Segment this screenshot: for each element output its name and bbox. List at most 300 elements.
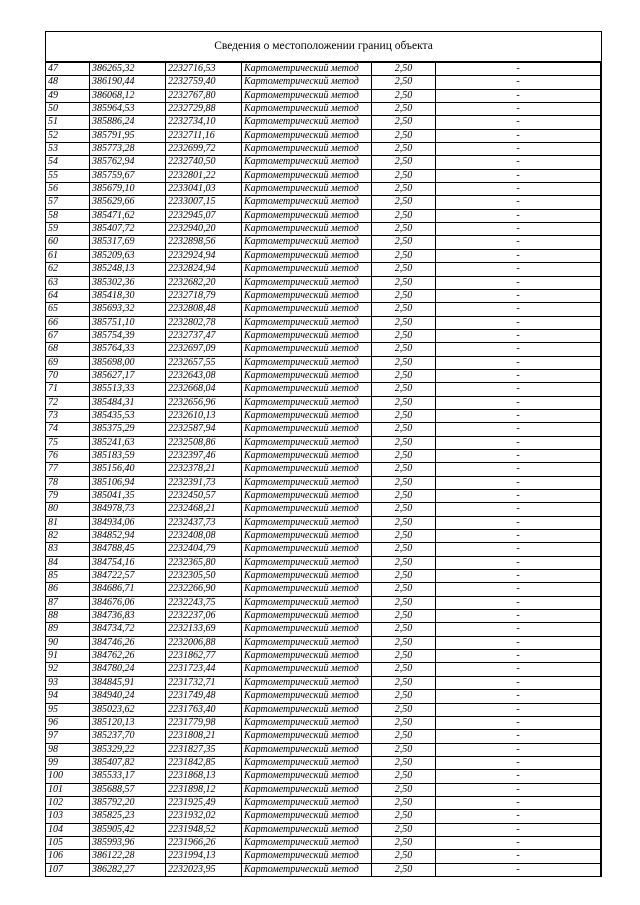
method-cell: Картометрический метод <box>242 409 372 422</box>
coordinate-y: 2231732,71 <box>166 676 242 689</box>
point-number: 62 <box>46 263 90 276</box>
description-cell: - <box>436 850 601 863</box>
method-cell: Картометрический метод <box>242 663 372 676</box>
accuracy-cell: 2,50 <box>372 303 436 316</box>
coordinate-x: 385106,94 <box>90 476 166 489</box>
method-cell: Картометрический метод <box>242 316 372 329</box>
method-cell: Картометрический метод <box>242 716 372 729</box>
accuracy-cell: 2,50 <box>372 409 436 422</box>
accuracy-cell: 2,50 <box>372 476 436 489</box>
accuracy-cell: 2,50 <box>372 436 436 449</box>
table-row <box>46 449 601 462</box>
coordinate-x: 385484,31 <box>90 396 166 409</box>
coordinate-y: 2231749,48 <box>166 690 242 703</box>
method-cell: Картометрический метод <box>242 209 372 222</box>
accuracy-cell: 2,50 <box>372 383 436 396</box>
table-row <box>46 143 601 156</box>
method-cell: Картометрический метод <box>242 516 372 529</box>
table-row <box>46 583 601 596</box>
point-number: 57 <box>46 196 90 209</box>
table-row <box>46 596 601 609</box>
method-cell: Картометрический метод <box>242 143 372 156</box>
point-number: 99 <box>46 756 90 769</box>
description-cell: - <box>436 636 601 649</box>
coordinate-y: 2232437,73 <box>166 516 242 529</box>
coordinate-y: 2232824,94 <box>166 263 242 276</box>
description-cell: - <box>436 863 601 876</box>
table-row <box>46 530 601 543</box>
method-cell: Картометрический метод <box>242 490 372 503</box>
description-cell: - <box>436 89 601 102</box>
coordinate-x: 385471,62 <box>90 209 166 222</box>
description-cell: - <box>436 223 601 236</box>
description-cell: - <box>436 76 601 89</box>
accuracy-cell: 2,50 <box>372 836 436 849</box>
point-number: 87 <box>46 596 90 609</box>
coordinate-x: 384754,16 <box>90 556 166 569</box>
point-number: 106 <box>46 850 90 863</box>
accuracy-cell: 2,50 <box>372 76 436 89</box>
table-row <box>46 236 601 249</box>
coordinate-x: 385418,30 <box>90 289 166 302</box>
accuracy-cell: 2,50 <box>372 169 436 182</box>
method-cell: Картометрический метод <box>242 823 372 836</box>
method-cell: Картометрический метод <box>242 650 372 663</box>
coordinate-x: 385120,13 <box>90 716 166 729</box>
coordinate-x: 385533,17 <box>90 770 166 783</box>
boundary-table-page <box>45 31 602 877</box>
coordinate-y: 2232023,95 <box>166 863 242 876</box>
coordinate-y: 2232468,21 <box>166 503 242 516</box>
accuracy-cell: 2,50 <box>372 490 436 503</box>
description-cell: - <box>436 196 601 209</box>
accuracy-cell: 2,50 <box>372 369 436 382</box>
method-cell: Картометрический метод <box>242 196 372 209</box>
coordinate-x: 386190,44 <box>90 76 166 89</box>
description-cell: - <box>436 169 601 182</box>
description-cell: - <box>436 650 601 663</box>
accuracy-cell: 2,50 <box>372 316 436 329</box>
description-cell: - <box>436 503 601 516</box>
table-row <box>46 129 601 142</box>
accuracy-cell: 2,50 <box>372 743 436 756</box>
table-row <box>46 76 601 89</box>
coordinate-x: 384934,06 <box>90 516 166 529</box>
point-number: 97 <box>46 730 90 743</box>
method-cell: Картометрический метод <box>242 850 372 863</box>
method-cell: Картометрический метод <box>242 730 372 743</box>
coordinate-y: 2231994,13 <box>166 850 242 863</box>
method-cell: Картометрический метод <box>242 116 372 129</box>
point-number: 66 <box>46 316 90 329</box>
coordinate-x: 384746,26 <box>90 636 166 649</box>
table-row <box>46 249 601 262</box>
accuracy-cell: 2,50 <box>372 850 436 863</box>
description-cell: - <box>436 276 601 289</box>
accuracy-cell: 2,50 <box>372 329 436 342</box>
coordinate-x: 385751,10 <box>90 316 166 329</box>
table-row <box>46 209 601 222</box>
accuracy-cell: 2,50 <box>372 716 436 729</box>
description-cell: - <box>436 690 601 703</box>
method-cell: Картометрический метод <box>242 810 372 823</box>
method-cell: Картометрический метод <box>242 249 372 262</box>
accuracy-cell: 2,50 <box>372 543 436 556</box>
coordinate-y: 2231925,49 <box>166 796 242 809</box>
coordinate-y: 2232266,90 <box>166 583 242 596</box>
accuracy-cell: 2,50 <box>372 570 436 583</box>
description-cell: - <box>436 329 601 342</box>
coordinate-y: 2232945,07 <box>166 209 242 222</box>
point-number: 72 <box>46 396 90 409</box>
accuracy-cell: 2,50 <box>372 556 436 569</box>
method-cell: Картометрический метод <box>242 596 372 609</box>
coordinate-x: 384788,45 <box>90 543 166 556</box>
coordinate-x: 385156,40 <box>90 463 166 476</box>
coordinate-x: 385241,63 <box>90 436 166 449</box>
point-number: 96 <box>46 716 90 729</box>
coordinate-y: 2232729,88 <box>166 103 242 116</box>
accuracy-cell: 2,50 <box>372 249 436 262</box>
point-number: 73 <box>46 409 90 422</box>
description-cell: - <box>436 623 601 636</box>
point-number: 54 <box>46 156 90 169</box>
coordinate-x: 386122,28 <box>90 850 166 863</box>
method-cell: Картометрический метод <box>242 276 372 289</box>
point-number: 55 <box>46 169 90 182</box>
coordinate-x: 385964,53 <box>90 103 166 116</box>
coordinate-y: 2232697,09 <box>166 343 242 356</box>
table-row <box>46 756 601 769</box>
coordinate-x: 385023,62 <box>90 703 166 716</box>
description-cell: - <box>436 796 601 809</box>
accuracy-cell: 2,50 <box>372 610 436 623</box>
table-row <box>46 316 601 329</box>
accuracy-cell: 2,50 <box>372 183 436 196</box>
coordinate-y: 2232802,78 <box>166 316 242 329</box>
coordinate-y: 2232643,08 <box>166 369 242 382</box>
table-row <box>46 503 601 516</box>
accuracy-cell: 2,50 <box>372 423 436 436</box>
method-cell: Картометрический метод <box>242 530 372 543</box>
accuracy-cell: 2,50 <box>372 623 436 636</box>
table-row <box>46 396 601 409</box>
coordinate-x: 384736,83 <box>90 610 166 623</box>
coordinate-y: 2232801,22 <box>166 169 242 182</box>
method-cell: Картометрический метод <box>242 129 372 142</box>
description-cell: - <box>436 63 601 76</box>
table-row <box>46 650 601 663</box>
accuracy-cell: 2,50 <box>372 116 436 129</box>
accuracy-cell: 2,50 <box>372 810 436 823</box>
point-number: 65 <box>46 303 90 316</box>
point-number: 92 <box>46 663 90 676</box>
description-cell: - <box>436 490 601 503</box>
table-row <box>46 516 601 529</box>
description-cell: - <box>436 116 601 129</box>
accuracy-cell: 2,50 <box>372 583 436 596</box>
coordinate-y: 2232508,86 <box>166 436 242 449</box>
coordinate-y: 2232408,08 <box>166 530 242 543</box>
table-row <box>46 743 601 756</box>
table-row <box>46 716 601 729</box>
description-cell: - <box>436 409 601 422</box>
method-cell: Картометрический метод <box>242 863 372 876</box>
table-row <box>46 409 601 422</box>
coordinate-y: 2232699,72 <box>166 143 242 156</box>
coordinate-x: 385679,10 <box>90 183 166 196</box>
method-cell: Картометрический метод <box>242 103 372 116</box>
point-number: 47 <box>46 63 90 76</box>
accuracy-cell: 2,50 <box>372 730 436 743</box>
coordinate-x: 385435,53 <box>90 409 166 422</box>
point-number: 53 <box>46 143 90 156</box>
point-number: 56 <box>46 183 90 196</box>
table-row <box>46 103 601 116</box>
coordinate-y: 2232587,94 <box>166 423 242 436</box>
description-cell: - <box>436 236 601 249</box>
point-number: 82 <box>46 530 90 543</box>
method-cell: Картометрический метод <box>242 156 372 169</box>
coordinate-y: 2232668,04 <box>166 383 242 396</box>
table-row <box>46 823 601 836</box>
coordinate-x: 385375,29 <box>90 423 166 436</box>
coordinate-y: 2232898,56 <box>166 236 242 249</box>
method-cell: Картометрический метод <box>242 783 372 796</box>
description-cell: - <box>436 249 601 262</box>
description-cell: - <box>436 583 601 596</box>
table-row <box>46 436 601 449</box>
method-cell: Картометрический метод <box>242 436 372 449</box>
point-number: 84 <box>46 556 90 569</box>
coordinate-y: 2231763,40 <box>166 703 242 716</box>
coordinate-x: 385698,00 <box>90 356 166 369</box>
coordinate-y: 2232006,88 <box>166 636 242 649</box>
coordinate-x: 384722,57 <box>90 570 166 583</box>
coordinate-y: 2232378,21 <box>166 463 242 476</box>
coordinate-x: 385629,66 <box>90 196 166 209</box>
accuracy-cell: 2,50 <box>372 636 436 649</box>
point-number: 98 <box>46 743 90 756</box>
point-number: 90 <box>46 636 90 649</box>
point-number: 85 <box>46 570 90 583</box>
method-cell: Картометрический метод <box>242 303 372 316</box>
point-number: 52 <box>46 129 90 142</box>
accuracy-cell: 2,50 <box>372 503 436 516</box>
point-number: 80 <box>46 503 90 516</box>
description-cell: - <box>436 596 601 609</box>
description-cell: - <box>436 143 601 156</box>
coordinate-x: 385627,17 <box>90 369 166 382</box>
point-number: 51 <box>46 116 90 129</box>
coordinate-x: 384686,71 <box>90 583 166 596</box>
table-row <box>46 303 601 316</box>
accuracy-cell: 2,50 <box>372 263 436 276</box>
description-cell: - <box>436 343 601 356</box>
description-cell: - <box>436 556 601 569</box>
accuracy-cell: 2,50 <box>372 103 436 116</box>
table-row <box>46 63 601 76</box>
accuracy-cell: 2,50 <box>372 823 436 836</box>
description-cell: - <box>436 716 601 729</box>
point-number: 81 <box>46 516 90 529</box>
coordinate-x: 385825,23 <box>90 810 166 823</box>
method-cell: Картометрический метод <box>242 770 372 783</box>
accuracy-cell: 2,50 <box>372 596 436 609</box>
method-cell: Картометрический метод <box>242 503 372 516</box>
description-cell: - <box>436 756 601 769</box>
coordinate-y: 2232759,40 <box>166 76 242 89</box>
description-cell: - <box>436 610 601 623</box>
coordinate-x: 384845,91 <box>90 676 166 689</box>
point-number: 95 <box>46 703 90 716</box>
point-number: 49 <box>46 89 90 102</box>
description-cell: - <box>436 369 601 382</box>
coordinate-y: 2232734,10 <box>166 116 242 129</box>
coordinate-y: 2232718,79 <box>166 289 242 302</box>
coordinate-x: 385302,36 <box>90 276 166 289</box>
method-cell: Картометрический метод <box>242 223 372 236</box>
description-cell: - <box>436 703 601 716</box>
point-number: 76 <box>46 449 90 462</box>
table-row <box>46 490 601 503</box>
coordinate-x: 385759,67 <box>90 169 166 182</box>
point-number: 71 <box>46 383 90 396</box>
method-cell: Картометрический метод <box>242 756 372 769</box>
coordinate-y: 2232133,69 <box>166 623 242 636</box>
accuracy-cell: 2,50 <box>372 676 436 689</box>
method-cell: Картометрический метод <box>242 449 372 462</box>
method-cell: Картометрический метод <box>242 570 372 583</box>
accuracy-cell: 2,50 <box>372 770 436 783</box>
description-cell: - <box>436 463 601 476</box>
coordinate-x: 384780,24 <box>90 663 166 676</box>
coordinate-y: 2231779,98 <box>166 716 242 729</box>
coordinate-y: 2232243,75 <box>166 596 242 609</box>
coordinate-y: 2231808,21 <box>166 730 242 743</box>
method-cell: Картометрический метод <box>242 690 372 703</box>
table-row <box>46 770 601 783</box>
table-row <box>46 156 601 169</box>
point-number: 88 <box>46 610 90 623</box>
coordinate-x: 385209,63 <box>90 249 166 262</box>
method-cell: Картометрический метод <box>242 263 372 276</box>
table-row <box>46 570 601 583</box>
point-number: 77 <box>46 463 90 476</box>
table-row <box>46 730 601 743</box>
point-number: 64 <box>46 289 90 302</box>
method-cell: Картометрический метод <box>242 636 372 649</box>
table-row <box>46 850 601 863</box>
coordinate-x: 384734,72 <box>90 623 166 636</box>
description-cell: - <box>436 730 601 743</box>
accuracy-cell: 2,50 <box>372 236 436 249</box>
description-cell: - <box>436 516 601 529</box>
coordinate-x: 384676,06 <box>90 596 166 609</box>
coordinate-y: 2231898,12 <box>166 783 242 796</box>
method-cell: Картометрический метод <box>242 76 372 89</box>
accuracy-cell: 2,50 <box>372 356 436 369</box>
accuracy-cell: 2,50 <box>372 209 436 222</box>
table-row <box>46 623 601 636</box>
table-row <box>46 690 601 703</box>
table-row <box>46 116 601 129</box>
table-row <box>46 863 601 876</box>
point-number: 74 <box>46 423 90 436</box>
boundary-points-table <box>45 62 601 877</box>
description-cell: - <box>436 103 601 116</box>
coordinate-x: 385693,32 <box>90 303 166 316</box>
point-number: 48 <box>46 76 90 89</box>
point-number: 69 <box>46 356 90 369</box>
table-row <box>46 329 601 342</box>
method-cell: Картометрический метод <box>242 169 372 182</box>
point-number: 67 <box>46 329 90 342</box>
accuracy-cell: 2,50 <box>372 650 436 663</box>
coordinate-x: 385886,24 <box>90 116 166 129</box>
table-row <box>46 796 601 809</box>
table-row <box>46 836 601 849</box>
coordinate-x: 384762,26 <box>90 650 166 663</box>
point-number: 100 <box>46 770 90 783</box>
method-cell: Картометрический метод <box>242 356 372 369</box>
coordinate-x: 385041,35 <box>90 490 166 503</box>
table-row <box>46 89 601 102</box>
accuracy-cell: 2,50 <box>372 863 436 876</box>
accuracy-cell: 2,50 <box>372 196 436 209</box>
accuracy-cell: 2,50 <box>372 396 436 409</box>
coordinate-y: 2232924,94 <box>166 249 242 262</box>
point-number: 107 <box>46 863 90 876</box>
point-number: 50 <box>46 103 90 116</box>
table-row <box>46 383 601 396</box>
point-number: 86 <box>46 583 90 596</box>
point-number: 63 <box>46 276 90 289</box>
point-number: 102 <box>46 796 90 809</box>
method-cell: Картометрический метод <box>242 369 372 382</box>
table-row <box>46 663 601 676</box>
coordinate-x: 385764,33 <box>90 343 166 356</box>
coordinate-y: 2231827,35 <box>166 743 242 756</box>
coordinate-x: 385773,28 <box>90 143 166 156</box>
coordinate-x: 385329,22 <box>90 743 166 756</box>
table-row <box>46 703 601 716</box>
table-row <box>46 610 601 623</box>
description-cell: - <box>436 570 601 583</box>
table-row <box>46 169 601 182</box>
coordinate-y: 2233041,03 <box>166 183 242 196</box>
coordinate-y: 2232656,96 <box>166 396 242 409</box>
description-cell: - <box>436 663 601 676</box>
method-cell: Картометрический метод <box>242 383 372 396</box>
method-cell: Картометрический метод <box>242 289 372 302</box>
coordinate-x: 384978,73 <box>90 503 166 516</box>
coordinate-x: 384940,24 <box>90 690 166 703</box>
accuracy-cell: 2,50 <box>372 449 436 462</box>
coordinate-y: 2232404,79 <box>166 543 242 556</box>
description-cell: - <box>436 209 601 222</box>
point-number: 75 <box>46 436 90 449</box>
description-cell: - <box>436 743 601 756</box>
point-number: 89 <box>46 623 90 636</box>
method-cell: Картометрический метод <box>242 396 372 409</box>
method-cell: Картометрический метод <box>242 623 372 636</box>
coordinate-y: 2232397,46 <box>166 449 242 462</box>
coordinate-x: 385754,39 <box>90 329 166 342</box>
method-cell: Картометрический метод <box>242 743 372 756</box>
method-cell: Картометрический метод <box>242 423 372 436</box>
method-cell: Картометрический метод <box>242 476 372 489</box>
